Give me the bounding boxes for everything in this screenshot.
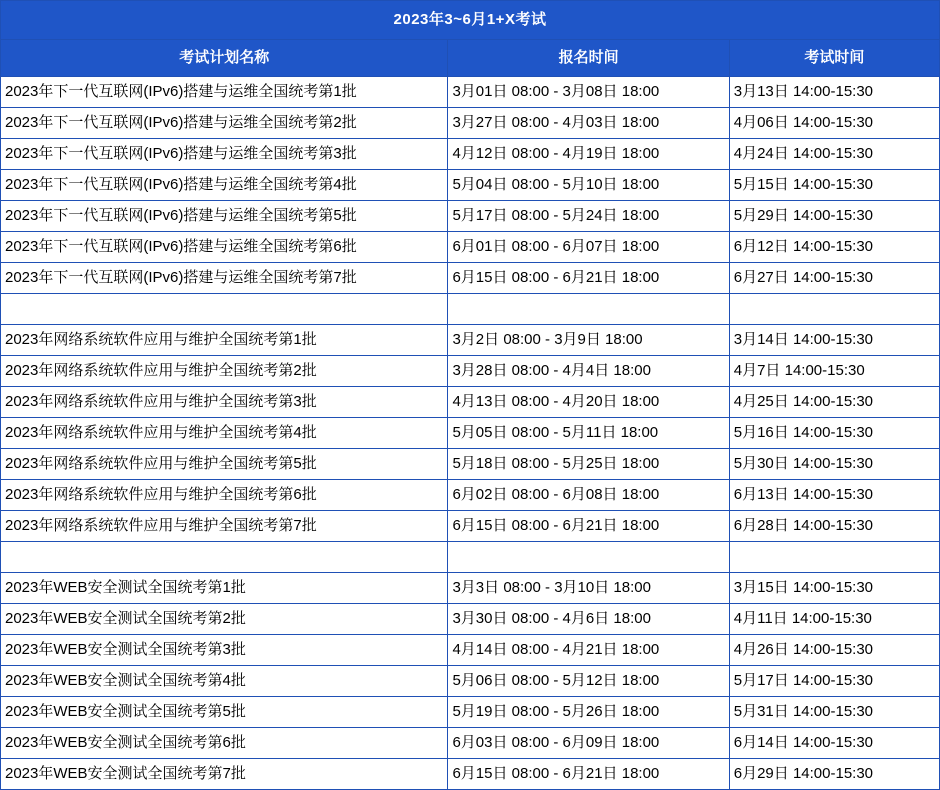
plan-name: 2023年WEB安全测试全国统考第6批 — [1, 728, 448, 759]
plan-name: 2023年网络系统软件应用与维护全国统考第5批 — [1, 449, 448, 480]
table-row — [1, 666, 940, 697]
signup-time: 6月15日 08:00 - 6月21日 18:00 — [448, 511, 729, 542]
spacer-cell — [729, 542, 939, 573]
spacer-cell — [448, 294, 729, 325]
table-row — [1, 728, 940, 759]
signup-time: 6月15日 08:00 - 6月21日 18:00 — [448, 263, 729, 294]
plan-name: 2023年下一代互联网(IPv6)搭建与运维全国统考第7批 — [1, 263, 448, 294]
spacer-cell — [729, 294, 939, 325]
plan-name: 2023年网络系统软件应用与维护全国统考第7批 — [1, 511, 448, 542]
table-row — [1, 356, 940, 387]
exam-time: 4月25日 14:00-15:30 — [729, 387, 939, 418]
plan-name: 2023年WEB安全测试全国统考第5批 — [1, 697, 448, 728]
exam-time: 3月13日 14:00-15:30 — [729, 77, 939, 108]
plan-name: 2023年下一代互联网(IPv6)搭建与运维全国统考第1批 — [1, 77, 448, 108]
table-row — [1, 77, 940, 108]
plan-name: 2023年网络系统软件应用与维护全国统考第4批 — [1, 418, 448, 449]
plan-name: 2023年下一代互联网(IPv6)搭建与运维全国统考第3批 — [1, 139, 448, 170]
exam-time: 6月13日 14:00-15:30 — [729, 480, 939, 511]
exam-time: 6月12日 14:00-15:30 — [729, 232, 939, 263]
exam-time: 6月28日 14:00-15:30 — [729, 511, 939, 542]
exam-time: 4月26日 14:00-15:30 — [729, 635, 939, 666]
spacer-cell — [1, 294, 448, 325]
exam-time: 6月14日 14:00-15:30 — [729, 728, 939, 759]
table-row — [1, 449, 940, 480]
column-header-plan-name: 考试计划名称 — [1, 40, 448, 77]
signup-time: 3月28日 08:00 - 4月4日 18:00 — [448, 356, 729, 387]
exam-time: 5月30日 14:00-15:30 — [729, 449, 939, 480]
plan-name: 2023年网络系统软件应用与维护全国统考第3批 — [1, 387, 448, 418]
signup-time: 3月30日 08:00 - 4月6日 18:00 — [448, 604, 729, 635]
signup-time: 4月13日 08:00 - 4月20日 18:00 — [448, 387, 729, 418]
signup-time: 3月2日 08:00 - 3月9日 18:00 — [448, 325, 729, 356]
table-row — [1, 604, 940, 635]
signup-time: 4月12日 08:00 - 4月19日 18:00 — [448, 139, 729, 170]
signup-time: 3月01日 08:00 - 3月08日 18:00 — [448, 77, 729, 108]
exam-time: 4月24日 14:00-15:30 — [729, 139, 939, 170]
table-row — [1, 263, 940, 294]
plan-name: 2023年下一代互联网(IPv6)搭建与运维全国统考第5批 — [1, 201, 448, 232]
exam-time: 3月14日 14:00-15:30 — [729, 325, 939, 356]
exam-time: 5月17日 14:00-15:30 — [729, 666, 939, 697]
exam-time: 5月31日 14:00-15:30 — [729, 697, 939, 728]
table-row — [1, 201, 940, 232]
table-row — [1, 480, 940, 511]
exam-time: 4月11日 14:00-15:30 — [729, 604, 939, 635]
plan-name: 2023年WEB安全测试全国统考第3批 — [1, 635, 448, 666]
plan-name: 2023年WEB安全测试全国统考第1批 — [1, 573, 448, 604]
column-header-signup-time: 报名时间 — [448, 40, 729, 77]
plan-name: 2023年下一代互联网(IPv6)搭建与运维全国统考第2批 — [1, 108, 448, 139]
signup-time: 5月19日 08:00 - 5月26日 18:00 — [448, 697, 729, 728]
signup-time: 5月04日 08:00 - 5月10日 18:00 — [448, 170, 729, 201]
signup-time: 4月14日 08:00 - 4月21日 18:00 — [448, 635, 729, 666]
table-title: 2023年3~6月1+X考试 — [1, 1, 940, 40]
table-row — [1, 759, 940, 790]
exam-time: 6月27日 14:00-15:30 — [729, 263, 939, 294]
table-row — [1, 170, 940, 201]
table-row — [1, 387, 940, 418]
group-spacer-row — [1, 542, 940, 573]
table-row — [1, 325, 940, 356]
table-row — [1, 232, 940, 263]
table-row — [1, 697, 940, 728]
signup-time: 6月02日 08:00 - 6月08日 18:00 — [448, 480, 729, 511]
table-row — [1, 573, 940, 604]
exam-time: 4月7日 14:00-15:30 — [729, 356, 939, 387]
table-body — [1, 1, 940, 790]
plan-name: 2023年WEB安全测试全国统考第2批 — [1, 604, 448, 635]
signup-time: 5月05日 08:00 - 5月11日 18:00 — [448, 418, 729, 449]
signup-time: 6月01日 08:00 - 6月07日 18:00 — [448, 232, 729, 263]
plan-name: 2023年下一代互联网(IPv6)搭建与运维全国统考第6批 — [1, 232, 448, 263]
group-spacer-row — [1, 294, 940, 325]
signup-time: 6月15日 08:00 - 6月21日 18:00 — [448, 759, 729, 790]
exam-time: 5月29日 14:00-15:30 — [729, 201, 939, 232]
signup-time: 3月27日 08:00 - 4月03日 18:00 — [448, 108, 729, 139]
signup-time: 5月18日 08:00 - 5月25日 18:00 — [448, 449, 729, 480]
exam-time: 3月15日 14:00-15:30 — [729, 573, 939, 604]
table-row — [1, 511, 940, 542]
signup-time: 6月03日 08:00 - 6月09日 18:00 — [448, 728, 729, 759]
exam-time: 4月06日 14:00-15:30 — [729, 108, 939, 139]
plan-name: 2023年WEB安全测试全国统考第4批 — [1, 666, 448, 697]
plan-name: 2023年下一代互联网(IPv6)搭建与运维全国统考第4批 — [1, 170, 448, 201]
table-header-row — [1, 40, 940, 77]
plan-name: 2023年网络系统软件应用与维护全国统考第6批 — [1, 480, 448, 511]
spacer-cell — [1, 542, 448, 573]
signup-time: 3月3日 08:00 - 3月10日 18:00 — [448, 573, 729, 604]
table-row — [1, 139, 940, 170]
table-row — [1, 418, 940, 449]
exam-time: 5月16日 14:00-15:30 — [729, 418, 939, 449]
column-header-exam-time: 考试时间 — [729, 40, 939, 77]
signup-time: 5月17日 08:00 - 5月24日 18:00 — [448, 201, 729, 232]
table-title-row — [1, 1, 940, 40]
table-row — [1, 635, 940, 666]
exam-time: 5月15日 14:00-15:30 — [729, 170, 939, 201]
spacer-cell — [448, 542, 729, 573]
signup-time: 5月06日 08:00 - 5月12日 18:00 — [448, 666, 729, 697]
plan-name: 2023年网络系统软件应用与维护全国统考第1批 — [1, 325, 448, 356]
plan-name: 2023年网络系统软件应用与维护全国统考第2批 — [1, 356, 448, 387]
exam-time: 6月29日 14:00-15:30 — [729, 759, 939, 790]
table-row — [1, 108, 940, 139]
plan-name: 2023年WEB安全测试全国统考第7批 — [1, 759, 448, 790]
